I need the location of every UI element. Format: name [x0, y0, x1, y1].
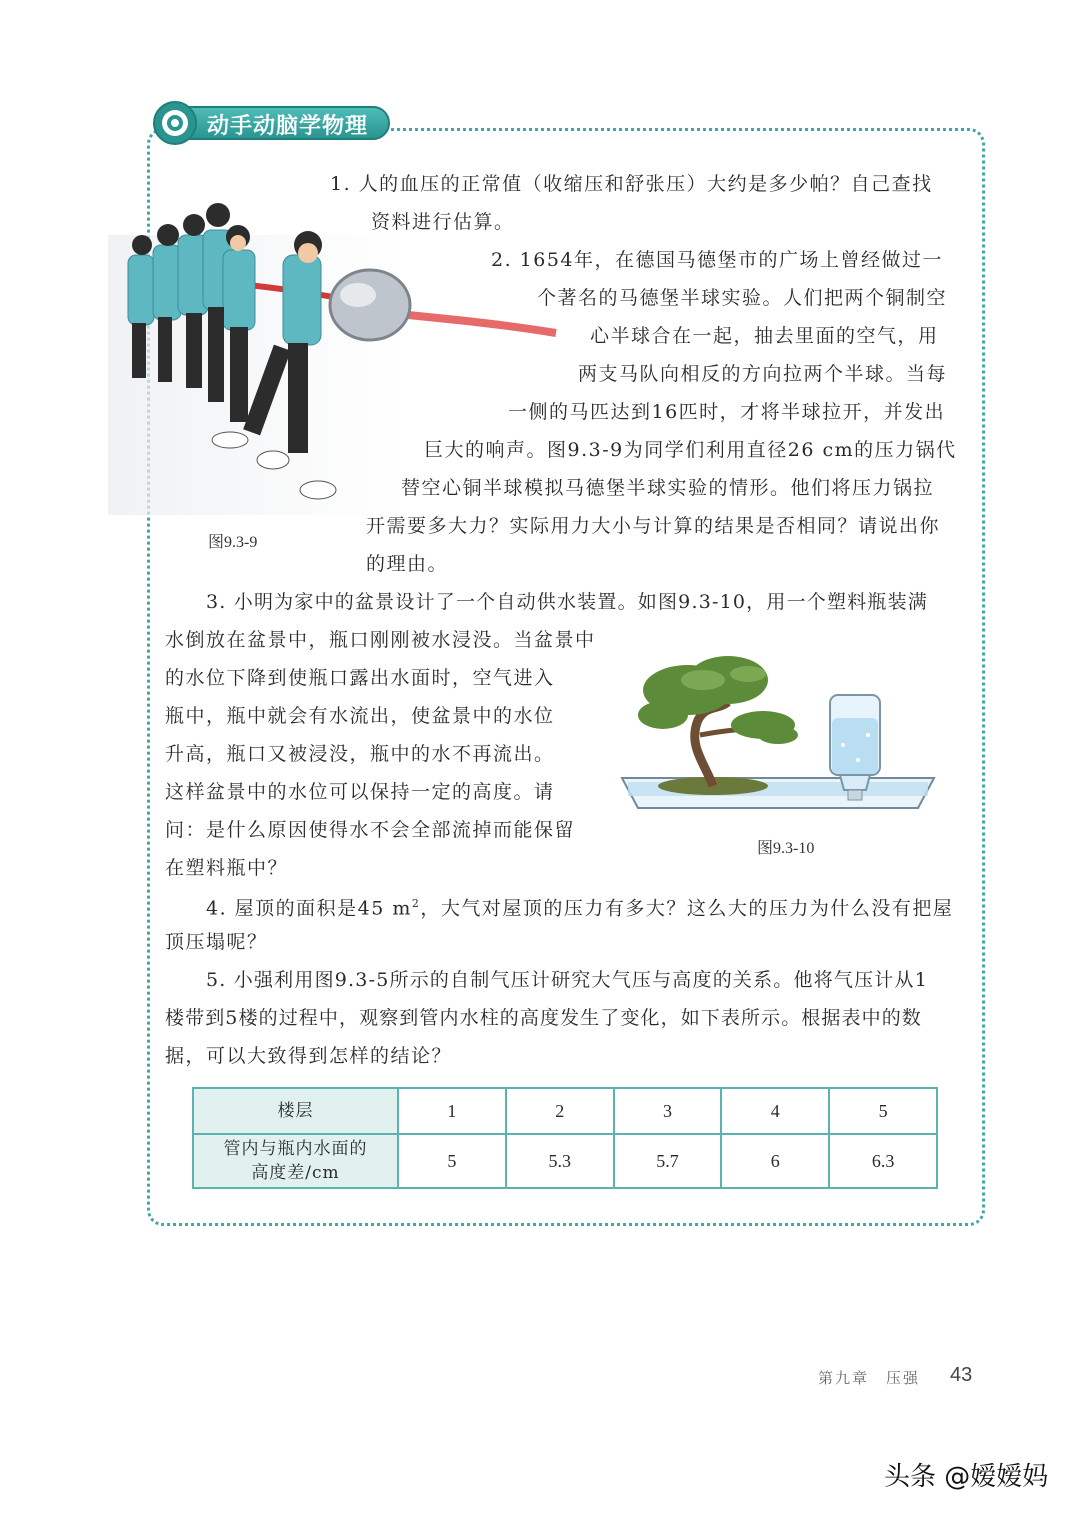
problem-2-line-3: 心半球合在一起，抽去里面的空气，用	[590, 325, 939, 347]
problem-3-line-1: 3. 小明为家中的盆景设计了一个自动供水装置。如图9.3-10，用一个塑料瓶装满	[206, 591, 928, 613]
problem-4-line-1-after: ，大气对屋顶的压力有多大？这么大的压力为什么没有把屋	[420, 897, 954, 920]
table-cell: 2	[506, 1088, 614, 1134]
table-cell: 5	[398, 1134, 506, 1188]
problem-3-line-5: 升高，瓶口又被浸没，瓶中的水不再流出。	[165, 743, 555, 765]
chapter-label: 第九章 压强	[818, 1369, 921, 1387]
problem-2-line-2: 个著名的马德堡半球实验。人们把两个铜制空	[537, 287, 948, 309]
target-icon	[152, 100, 198, 146]
problem-3-line-4: 瓶中，瓶中就会有水流出，使盆景中的水位	[165, 705, 555, 727]
problem-3-line-8: 在塑料瓶中？	[165, 857, 289, 879]
problem-1-line-2: 资料进行估算。	[371, 211, 515, 233]
table-header-height-diff-line-1: 管内与瓶内水面的	[223, 1139, 368, 1159]
problem-4-line-2: 顶压塌呢？	[165, 931, 268, 953]
figure-9-3-10-image	[618, 650, 938, 815]
table-cell: 5.3	[506, 1134, 614, 1188]
table-cell: 6	[721, 1134, 829, 1188]
problem-3-line-6: 这样盆景中的水位可以保持一定的高度。请	[165, 781, 555, 803]
table-row	[193, 1134, 937, 1188]
section-title: 动手动脑学物理	[207, 114, 369, 139]
table-cell: 6.3	[829, 1134, 937, 1188]
problem-3-line-2: 水倒放在盆景中，瓶口刚刚被水浸没。当盆景中	[165, 629, 596, 651]
problem-2-line-4: 两支马队向相反的方向拉两个半球。当每	[578, 363, 948, 385]
figure-9-3-9-caption: 图9.3-9	[208, 534, 258, 551]
problem-4-line-1	[206, 885, 953, 927]
table-cell: 3	[614, 1088, 722, 1134]
figure-9-3-10-caption: 图9.3-10	[757, 840, 815, 857]
problem-5-line-2: 楼带到5楼的过程中，观察到管内水柱的高度发生了变化，如下表所示。根据表中的数	[165, 1007, 922, 1029]
table-cell: 1	[398, 1088, 506, 1134]
table-cell: 4	[721, 1088, 829, 1134]
page-number: 43	[950, 1364, 973, 1386]
table-header-floor: 楼层	[193, 1088, 398, 1134]
table-header-height-diff	[193, 1134, 398, 1188]
table-cell: 5	[829, 1088, 937, 1134]
problem-5-line-1: 5. 小强利用图9.3-5所示的自制气压计研究大气压与高度的关系。他将气压计从1	[206, 969, 928, 991]
table-cell: 5.7	[614, 1134, 722, 1188]
problem-2-line-7: 替空心铜半球模拟马德堡半球实验的情形。他们将压力锅拉	[401, 477, 935, 499]
problem-3-line-7: 问：是什么原因使得水不会全部流掉而能保留	[165, 819, 576, 841]
problem-3-line-3: 的水位下降到使瓶口露出水面时，空气进入	[165, 667, 555, 689]
problem-2-line-1: 2. 1654年，在德国马德堡市的广场上曾经做过一	[491, 249, 944, 271]
problem-2-line-5: 一侧的马匹达到16匹时，才将半球拉开，并发出	[508, 401, 946, 423]
problem-4-line-1-before: 4. 屋顶的面积是45 m	[206, 897, 412, 920]
problem-2-line-9: 的理由。	[366, 553, 449, 575]
floor-height-table	[192, 1087, 938, 1189]
section-header	[152, 100, 392, 146]
watermark: 头条 @嫒嫒妈	[884, 1462, 1049, 1492]
problem-4-sup: 2	[411, 897, 421, 910]
problem-1-line-1: 1. 人的血压的正常值（收缩压和舒张压）大约是多少帕？自己查找	[330, 173, 933, 195]
table-header-height-diff-line-2: 高度差/cm	[251, 1163, 340, 1183]
problem-2-line-6: 巨大的响声。图9.3-9为同学们利用直径26 cm的压力锅代	[424, 439, 957, 461]
table-row	[193, 1088, 937, 1134]
problem-5-line-3: 据，可以大致得到怎样的结论？	[165, 1045, 453, 1067]
problem-2-line-8: 开需要多大力？实际用力大小与计算的结果是否相同？请说出你	[366, 515, 941, 537]
